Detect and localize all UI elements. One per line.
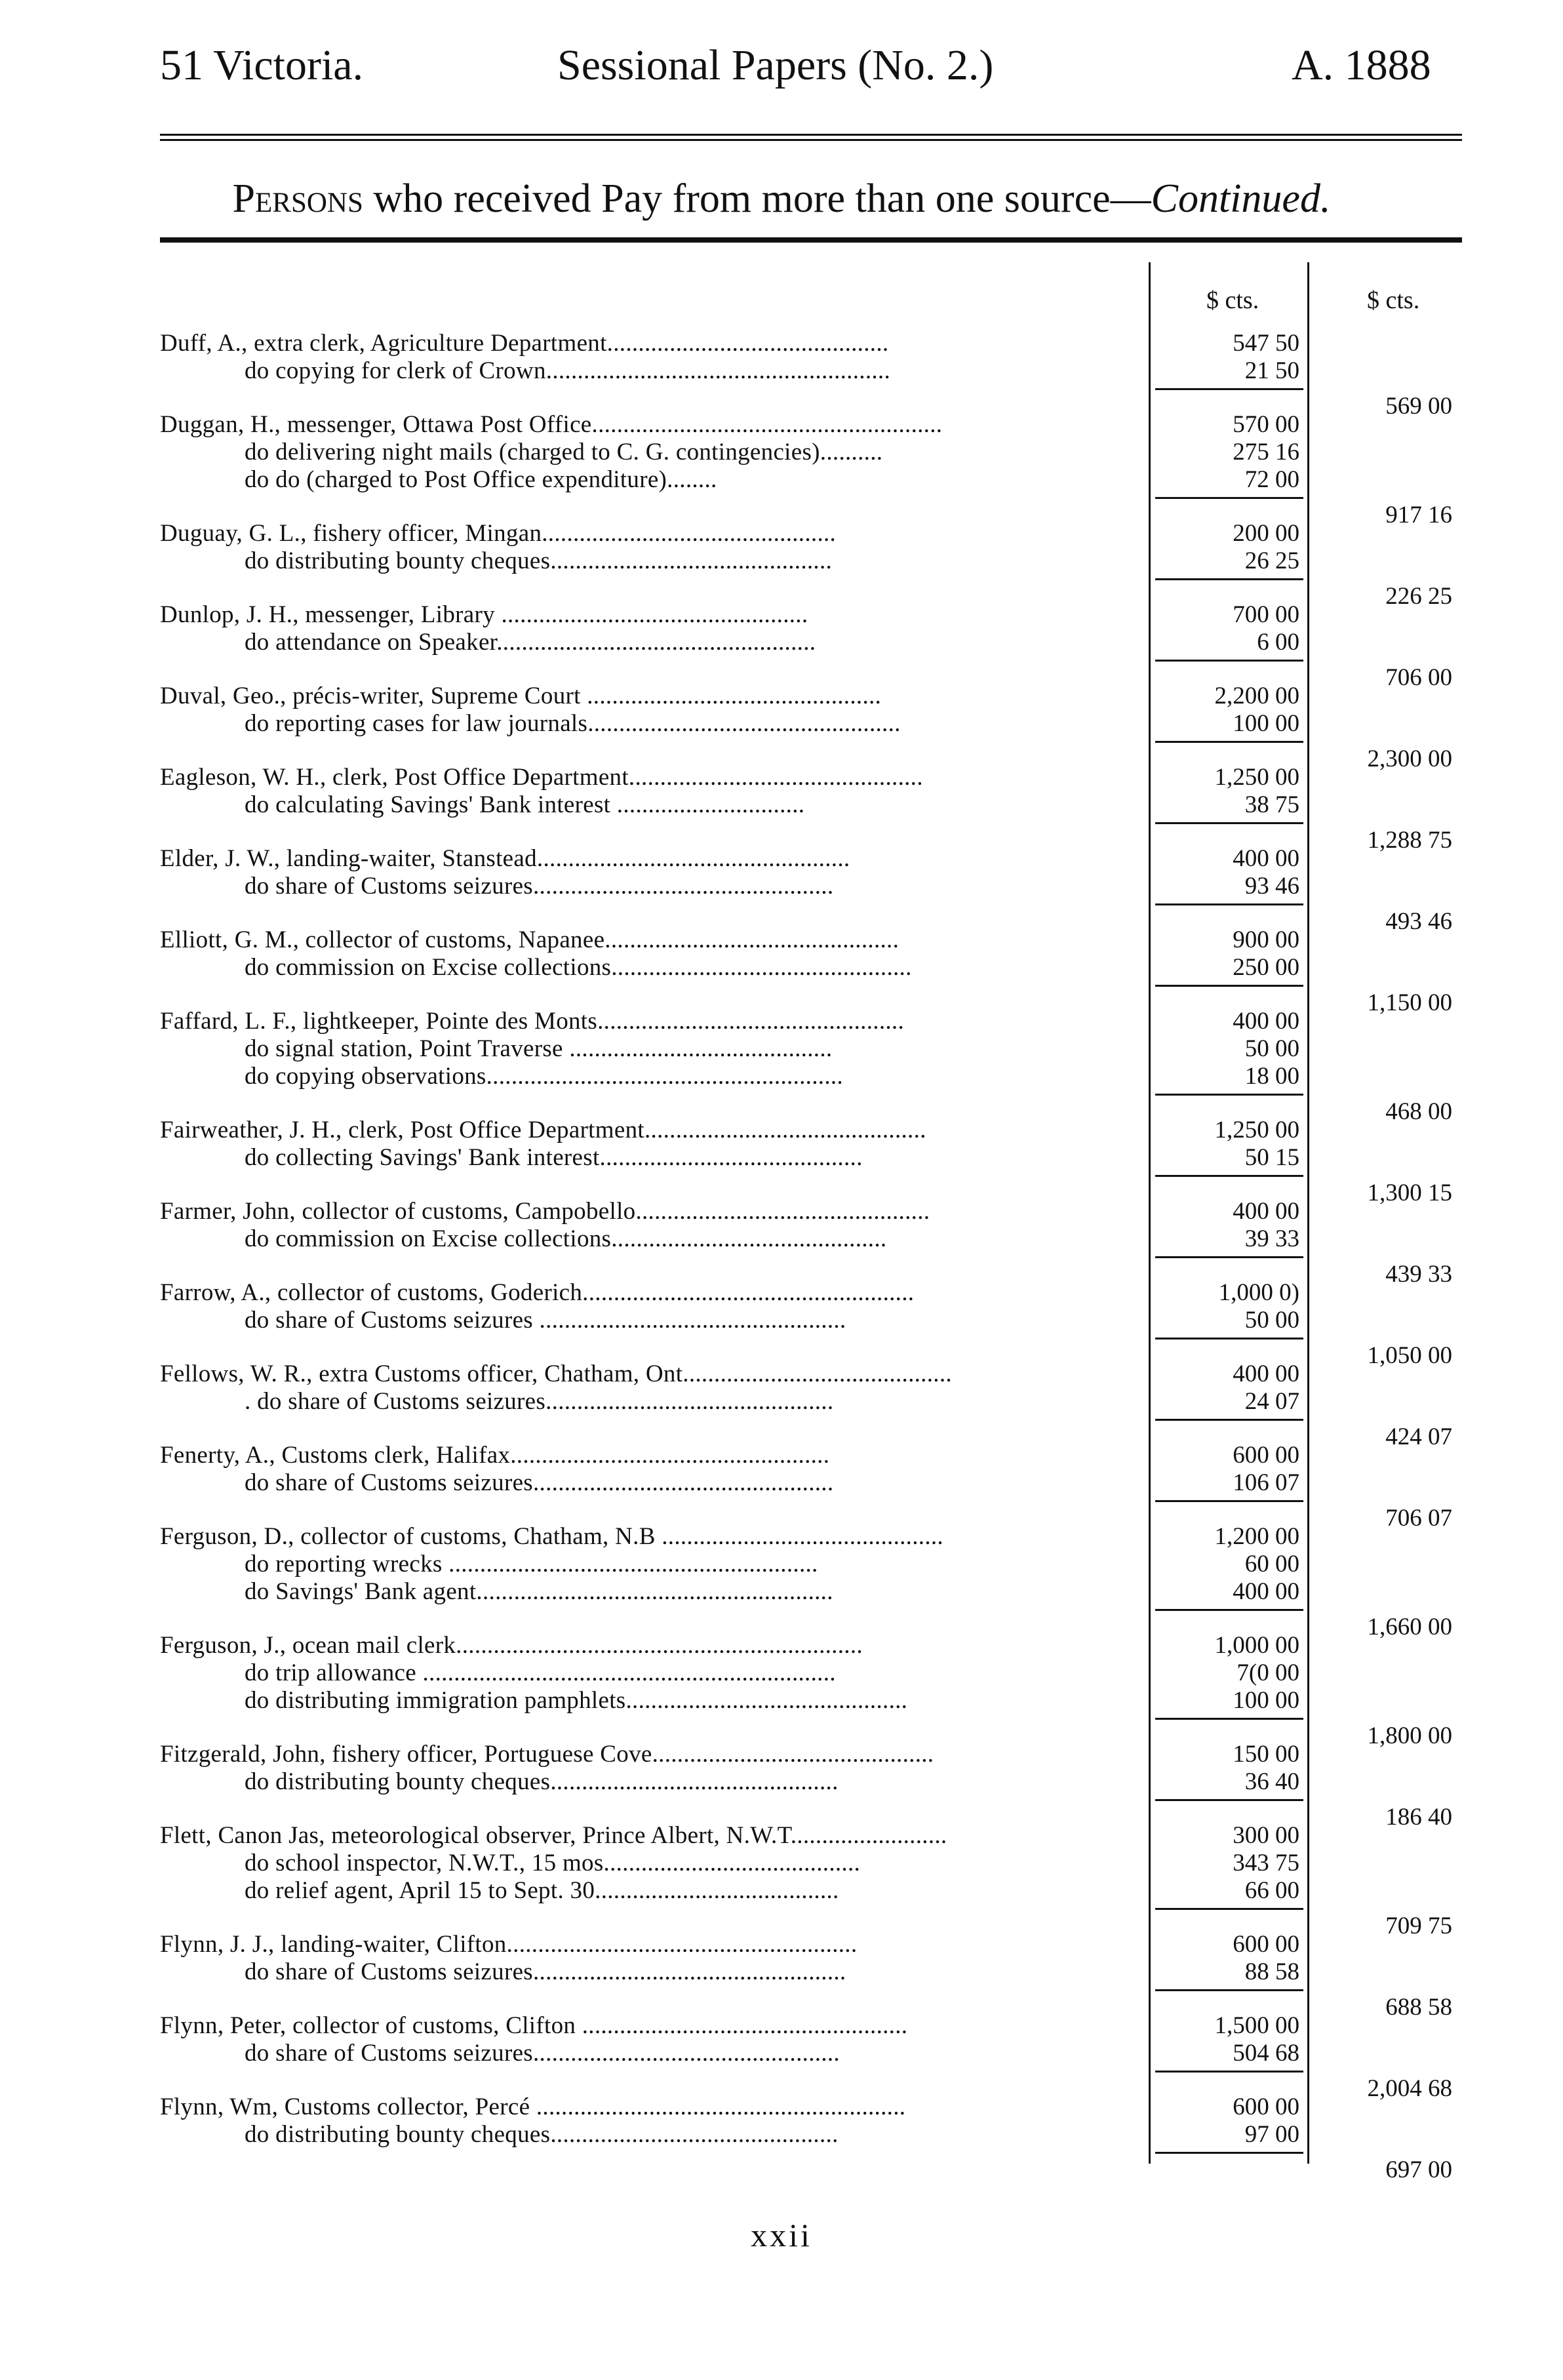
entry-amount: 1,250 00 [1214,764,1299,791]
entry-amount: 400 00 [1233,1008,1299,1035]
entry-amount: 150 00 [1233,1741,1299,1768]
entry-total: 468 00 [1385,1098,1452,1125]
entry-continuation: do distributing bounty cheques............................................. [245,547,833,574]
subtitle-rule [160,237,1462,243]
entry-total: 1,050 00 [1367,1342,1452,1369]
entry-description: Fairweather, J. H., clerk, Post Office Department............................................. [160,1117,926,1143]
entry-amount: 900 00 [1233,926,1299,953]
entry-amount: 300 00 [1233,1822,1299,1849]
subtotal-rule [1155,903,1303,905]
entry-description: Duguay, G. L., fishery officer, Mingan............................................... [160,520,837,547]
entry-continuation: do share of Customs seizures................................................ [245,1469,834,1496]
subtotal-rule [1155,741,1303,743]
entry-amount: 400 00 [1233,1578,1299,1605]
entry-amount: 700 00 [1233,601,1299,628]
subtotal-rule [1155,1094,1303,1096]
entry-total: 688 58 [1385,1994,1452,2021]
entry-description: Farmer, John, collector of customs, Campobello............................................... [160,1198,930,1225]
entry-description: Duggan, H., messenger, Ottawa Post Office........................................................ [160,411,943,438]
entry-continuation: do reporting wrecks ........................................................... [245,1551,818,1577]
entry-description: Farrow, A., collector of customs, Goderich..................................................... [160,1279,915,1306]
entry-total: 706 00 [1385,664,1452,691]
entry-continuation: do do (charged to Post Office expenditure)........ [245,466,717,493]
entry-amount: 600 00 [1233,2093,1299,2120]
entry-amount: 50 00 [1244,1307,1299,1334]
entry-description: Fenerty, A., Customs clerk, Halifax................................................... [160,1442,830,1469]
entry-continuation: do attendance on Speaker................................................... [245,629,816,656]
entry-continuation: do commission on Excise collections................................................ [245,954,912,981]
entry-total: 2,300 00 [1367,745,1452,772]
entry-description: Eagleson, W. H., clerk, Post Office Department............................................... [160,764,923,791]
entry-continuation: do trip allowance .................................................................. [245,1659,836,1686]
entry-amount: 1,200 00 [1214,1523,1299,1550]
entry-amount: 200 00 [1233,520,1299,547]
amount-column-right-rule [1307,262,1309,2164]
entry-description: Elder, J. W., landing-waiter, Stanstead.................................................. [160,845,850,872]
entry-amount: 570 00 [1233,411,1299,438]
entry-description: Ferguson, J., ocean mail clerk................................................................. [160,1632,863,1659]
entry-continuation: do distributing immigration pamphlets............................................. [245,1687,908,1714]
entry-amount: 88 58 [1244,1958,1299,1985]
entry-total: 186 40 [1385,1804,1452,1831]
entry-continuation: do collecting Savings' Bank interest.......................................... [245,1144,863,1171]
entry-continuation: do Savings' Bank agent......................................................... [245,1578,833,1605]
entry-continuation: do share of Customs seizures ................................................. [245,1307,846,1334]
subtotal-rule [1155,822,1303,824]
entry-amount: 39 33 [1244,1225,1299,1252]
entry-continuation: do distributing bounty cheques.............................................. [245,2121,839,2148]
entry-amount: 400 00 [1233,845,1299,872]
subtitle-tail: Continued. [1151,176,1331,221]
header-year: A. 1888 [1292,41,1431,89]
subtotal-rule [1155,1338,1303,1339]
entry-total: 1,150 00 [1367,989,1452,1016]
entry-continuation: do relief agent, April 15 to Sept. 30....................................... [245,1877,839,1904]
entry-amount: 1,000 0) [1218,1279,1299,1306]
entry-amount: 38 75 [1244,791,1299,818]
subtotal-rule [1155,2071,1303,2073]
subtotal-rule [1155,1256,1303,1258]
entry-amount: 24 07 [1244,1388,1299,1415]
entry-total: 1,288 75 [1367,827,1452,854]
entry-amount: 66 00 [1244,1877,1299,1904]
entry-amount: 400 00 [1233,1360,1299,1387]
entry-continuation: do copying observations......................................................... [245,1063,843,1090]
entry-amount: 1,250 00 [1214,1117,1299,1143]
header-volume: 51 Victoria. [160,41,364,89]
entry-amount: 2,200 00 [1214,683,1299,709]
entry-amount: 50 15 [1244,1144,1299,1171]
entry-total: 439 33 [1385,1261,1452,1288]
entry-amount: 60 00 [1244,1551,1299,1577]
entry-total: 709 75 [1385,1913,1452,1939]
entry-description: Duff, A., extra clerk, Agriculture Department............................................. [160,330,889,357]
entry-description: Fitzgerald, John, fishery officer, Portuguese Cove............................................. [160,1741,934,1768]
entry-description: Flynn, Peter, collector of customs, Clifton .................................................... [160,2012,908,2039]
entry-continuation: do calculating Savings' Bank interest .............................. [245,791,805,818]
entry-total: 2,004 68 [1367,2075,1452,2102]
entry-description: Faffard, L. F., lightkeeper, Pointe des Monts................................................. [160,1008,905,1035]
entry-amount: 600 00 [1233,1931,1299,1958]
subtitle-middle: who received Pay from more than one source— [363,176,1151,221]
subtotal-rule [1155,1500,1303,1502]
entry-amount: 100 00 [1233,1687,1299,1714]
entry-amount: 1,500 00 [1214,2012,1299,2039]
entry-amount: 18 00 [1244,1063,1299,1090]
entry-amount: 547 50 [1233,330,1299,357]
subtotal-rule [1155,1718,1303,1720]
subtotal-rule [1155,497,1303,499]
entry-amount: 250 00 [1233,954,1299,981]
entry-amount: 21 50 [1244,357,1299,384]
entry-continuation: do share of Customs seizures................................................. [245,2040,840,2067]
header-title: Sessional Papers (No. 2.) [557,41,994,89]
entry-amount: 93 46 [1244,873,1299,900]
entry-description: Dunlop, J. H., messenger, Library ................................................. [160,601,808,628]
entry-amount: 400 00 [1233,1198,1299,1225]
entry-total: 226 25 [1385,583,1452,610]
table-subtitle [0,176,1563,222]
subtotal-rule [1155,578,1303,580]
entry-amount: 100 00 [1233,710,1299,737]
subtotal-rule [1155,2152,1303,2154]
subtitle-lead: Persons [232,176,363,221]
entry-total: 569 00 [1385,393,1452,420]
subtotal-rule [1155,1419,1303,1421]
header-rule-top [160,134,1462,136]
entry-continuation: do commission on Excise collections............................................ [245,1225,887,1252]
entry-description: Fellows, W. R., extra Customs officer, Chatham, Ont........................................... [160,1360,952,1387]
entry-continuation: do distributing bounty cheques.............................................. [245,1768,839,1795]
entry-amount: 97 00 [1244,2121,1299,2148]
entry-amount: 600 00 [1233,1442,1299,1469]
entry-amount: 1,000 00 [1214,1632,1299,1659]
subtotal-rule [1155,1799,1303,1801]
entry-amount: 50 00 [1244,1035,1299,1062]
entry-amount: 72 00 [1244,466,1299,493]
entry-total: 1,800 00 [1367,1722,1452,1749]
entry-continuation: do share of Customs seizures................................................ [245,873,834,900]
entry-total: 424 07 [1385,1423,1452,1450]
entry-continuation: do signal station, Point Traverse .......................................... [245,1035,833,1062]
entry-description: Ferguson, D., collector of customs, Chatham, N.B ............................................. [160,1523,943,1550]
entry-amount: 36 40 [1244,1768,1299,1795]
subtotal-rule [1155,660,1303,662]
entry-total: 493 46 [1385,908,1452,935]
entry-description: Flynn, Wm, Customs collector, Percé ........................................................... [160,2093,906,2120]
entry-amount: 504 68 [1233,2040,1299,2067]
subtotal-rule [1155,1989,1303,1991]
amount-column-header: $ cts. [1206,287,1259,314]
entry-description: Flett, Canon Jas, meteorological observer, Prince Albert, N.W.T......................... [160,1822,947,1849]
entry-amount: 6 00 [1257,629,1299,656]
subtotal-rule [1155,1609,1303,1611]
entry-description: Duval, Geo., précis-writer, Supreme Court ............................................... [160,683,882,709]
entry-amount: 106 07 [1233,1469,1299,1496]
entry-amount: 7(0 00 [1237,1659,1299,1686]
subtotal-rule [1155,388,1303,390]
entry-total: 917 16 [1385,502,1452,528]
entry-description: Flynn, J. J., landing-waiter, Clifton........................................................ [160,1931,858,1958]
entry-amount: 26 25 [1244,547,1299,574]
subtotal-rule [1155,985,1303,987]
subtotal-rule [1155,1175,1303,1177]
entry-total: 706 07 [1385,1505,1452,1532]
entry-total: 1,660 00 [1367,1614,1452,1640]
entry-continuation: do school inspector, N.W.T., 15 mos......................................... [245,1850,861,1876]
entry-total: 1,300 15 [1367,1180,1452,1206]
subtotal-rule [1155,1908,1303,1910]
entry-description: Elliott, G. M., collector of customs, Napanee............................................... [160,926,900,953]
entry-continuation: . do share of Customs seizures.............................................. [245,1388,834,1415]
entry-continuation: do reporting cases for law journals.................................................. [245,710,901,737]
header-rule-bottom [160,139,1462,141]
entry-amount: 343 75 [1233,1850,1299,1876]
entry-continuation: do share of Customs seizures.................................................. [245,1958,846,1985]
entry-continuation: do delivering night mails (charged to C. G. contingencies).......... [245,439,883,466]
total-column-header: $ cts. [1367,287,1420,314]
entry-total: 697 00 [1385,2156,1452,2183]
page-number: xxii [751,2217,812,2253]
entry-continuation: do copying for clerk of Crown....................................................... [245,357,891,384]
entry-amount: 275 16 [1233,439,1299,466]
